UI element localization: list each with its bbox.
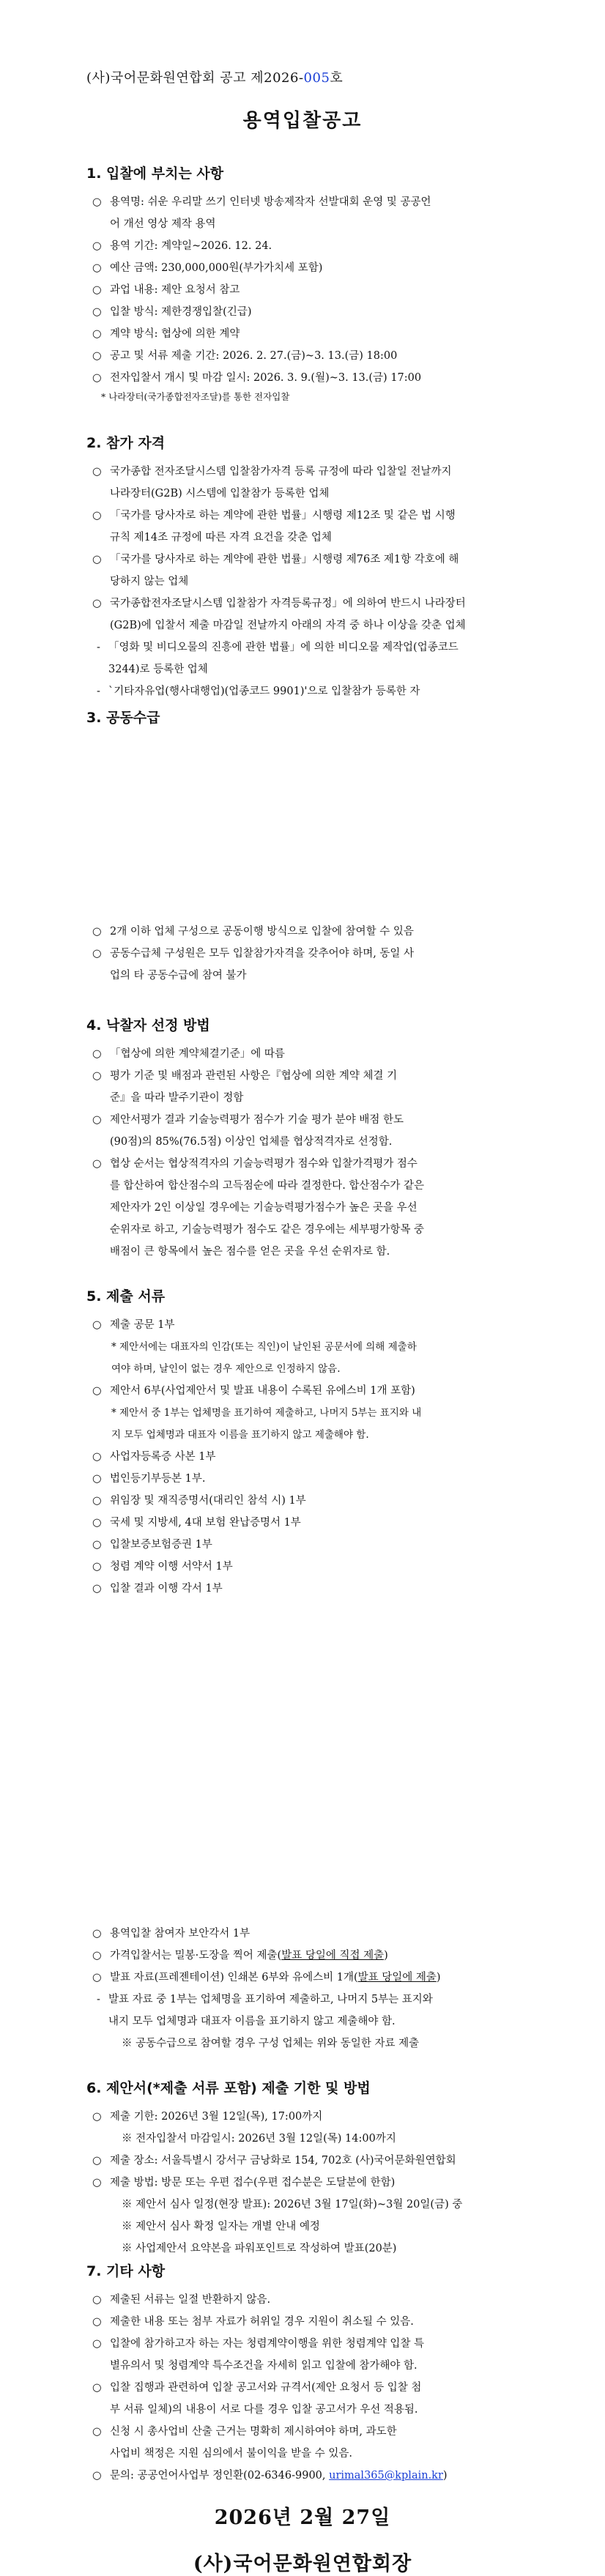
list-item: ○ 「협상에 의한 계약체결기준」에 따름 — [92, 1048, 285, 1060]
sub-item: - 「영화 및 비디오물의 진흥에 관한 법률」에 의한 비디오물 제작업(업종코드 — [97, 642, 459, 653]
underlined-text: 발표 당일에 제출 — [357, 1972, 437, 1983]
list-item-cont: 제안자가 2인 이상일 경우에는 기술능력평가점수가 높은 곳을 우선 — [110, 1202, 417, 1214]
list-item-cont: 당하지 않는 업체 — [110, 576, 189, 587]
notice-number-highlight: 005 — [303, 70, 330, 86]
list-item: ○ 제출 공문 1부 — [92, 1319, 175, 1331]
list-item: ○ 과업 내용: 제안 요청서 참고 — [92, 284, 240, 296]
list-item-cont: 부 서류 일체)의 내용이 서로 다를 경우 입찰 공고서가 우선 적용됨. — [110, 2404, 418, 2416]
list-item: ○ 가격입찰서는 밀봉·도장을 찍어 제출(발표 당일에 직접 제출) — [92, 1950, 388, 1961]
list-item-cont: 별유의서 및 청렴계약 특수조건을 자세히 읽고 입찰에 참가해야 함. — [110, 2360, 417, 2372]
list-item: ○ 위임장 및 재직증명서(대리인 참석 시) 1부 — [92, 1495, 306, 1507]
list-item-cont: 어 개선 영상 제작 용역 — [110, 218, 216, 230]
section-joint-supply — [86, 707, 548, 735]
list-item: ○ 「국가를 당사자로 하는 계약에 관한 법률」시행령 제12조 및 같은 법 시행 — [92, 510, 456, 521]
list-item: ○ 국가종합전자조달시스템 입찰참가 자격등록규정」에 의하여 반드시 나라장터 — [92, 598, 466, 609]
note: ※ 전자입찰서 마감일시: 2026년 3월 12일(목) 14:00까지 — [122, 2133, 396, 2145]
announcement-date: 2026년 2월 27일 — [214, 2506, 391, 2529]
list-item: ○ 공동수급체 구성원은 모두 입찰참가자격을 갖추어야 하며, 동일 사 — [92, 948, 415, 959]
list-item: ○ 계약 방식: 협상에 의한 계약 — [92, 328, 240, 340]
list-item: ○ 2개 이하 업체 구성으로 공동이행 방식으로 입찰에 참여할 수 있음 — [92, 926, 414, 938]
section-documents-more — [86, 1923, 548, 2055]
section-title: 1. 입찰에 부치는 사항 — [86, 166, 224, 182]
list-item-cont: (90점)의 85%(76.5점) 이상인 업체를 협상적격자로 선정함. — [110, 1136, 393, 1148]
note: ※ 사업제안서 요약본을 파워포인트로 작성하여 발표(20분) — [122, 2243, 397, 2254]
list-item: ○ 법인등기부등본 1부. — [92, 1473, 206, 1485]
section-bidding-items — [86, 163, 548, 405]
list-item: ○ 입찰보증보험증권 1부 — [92, 1539, 212, 1551]
section-submission — [86, 2077, 548, 2260]
list-item: ○ 국세 및 지방세, 4대 보험 완납증명서 1부 — [92, 1517, 301, 1529]
note: * 제안서 중 1부는 업체명을 표기하여 제출하고, 나머지 5부는 표지와 내 — [111, 1407, 422, 1419]
list-item: ○ 발표 자료(프레젠테이션) 인쇄본 6부와 유에스비 1개(발표 당일에 제출) — [92, 1972, 441, 1983]
note: ※ 제안서 심사 확정 일자는 개별 안내 예정 — [122, 2221, 320, 2232]
section-title: 5. 제출 서류 — [86, 1288, 166, 1304]
list-item: ○ 전자입찰서 개시 및 마감 일시: 2026. 3. 9.(월)~3. 13.(금) 17:00 — [92, 372, 422, 384]
list-item-cont: 준』을 따라 발주기관이 정함 — [110, 1092, 244, 1104]
note-cont: 여야 하며, 날인이 없는 경우 제안으로 인정하지 않음. — [111, 1363, 341, 1375]
issuer-name: (사)국어문화원연합회장 — [193, 2553, 412, 2575]
section-title: 6. 제안서(*제출 서류 포함) 제출 기한 및 방법 — [86, 2080, 371, 2096]
sub-item: - `기타자유업(행사대행업)(업종코드 9901)'으로 입찰참가 등록한 자 — [97, 686, 420, 697]
list-item: ○ 제출 기한: 2026년 3월 12일(목), 17:00까지 — [92, 2111, 323, 2123]
list-item: ○ 입찰에 참가하고자 하는 자는 청렴계약이행을 위한 청렴계약 입찰 특 — [92, 2338, 425, 2350]
sub-item-cont: 내지 모두 업체명과 대표자 이름을 표기하지 않고 제출해야 함. — [108, 2016, 396, 2027]
list-item: ○ 청렴 계약 이행 서약서 1부 — [92, 1561, 233, 1573]
section-title: 2. 참가 자격 — [86, 435, 166, 451]
list-item: ○ 용역명: 쉬운 우리말 쓰기 인터넷 방송제작자 선발대회 운영 및 공공언 — [92, 196, 431, 208]
list-item: ○ 평가 기준 및 배점과 관련된 사항은『협상에 의한 계약 체결 기 — [92, 1070, 398, 1082]
list-item: ○ 제출 방법: 방문 또는 우편 접수(우편 접수분은 도달분에 한함) — [92, 2177, 396, 2189]
section-documents — [86, 1285, 548, 1600]
list-item: ○ 제안서 6부(사업제안서 및 발표 내용이 수록된 유에스비 1개 포함) — [92, 1385, 415, 1397]
list-item-cont: 를 합산하여 합산점수의 고득점순에 따라 결정한다. 합산점수가 같은 — [110, 1180, 425, 1192]
list-item: ○ 입찰 방식: 제한경쟁입찰(긴급) — [92, 306, 252, 318]
footnote: * 나라장터(국가종합전자조달)를 통한 전자입찰 — [101, 391, 290, 402]
list-item: ○ 입찰 결과 이행 각서 1부 — [92, 1583, 223, 1595]
list-item-cont: 규칙 제14조 규정에 따른 자격 요건을 갖춘 업체 — [110, 532, 332, 543]
list-item-cont: 나라장터(G2B) 시스템에 입찰참가 등록한 업체 — [110, 488, 330, 500]
underlined-text: 발표 당일에 직접 제출 — [281, 1950, 385, 1961]
list-item-cont: 순위자로 하고, 기술능력평가 점수도 같은 경우에는 세부평가항목 중 — [110, 1224, 425, 1236]
sub-item: - 발표 자료 중 1부는 업체명을 표기하여 제출하고, 나머지 5부는 표지와 — [97, 1994, 433, 2005]
list-item: ○ 용역 기간: 계약일~2026. 12. 24. — [92, 240, 272, 252]
note: ※ 제안서 심사 일정(현장 발표): 2026년 3월 17일(화)~3월 20일(금) 중 — [122, 2199, 463, 2211]
list-item-cont: (G2B)에 입찰서 제출 마감일 전날까지 아래의 자격 중 하나 이상을 갖춘 업체 — [110, 620, 466, 631]
section-title: 7. 기타 사항 — [86, 2263, 166, 2279]
sub-item-cont: 3244)로 등록한 업체 — [108, 664, 208, 675]
list-item: ○ 신청 시 총사업비 산출 근거는 명확히 제시하여야 하며, 과도한 — [92, 2426, 397, 2438]
section-title: 4. 낙찰자 선정 방법 — [86, 1017, 210, 1033]
list-item: ○ 문의: 공공언어사업부 정인환(02-6346-9900, urimal365@kplain.kr) — [92, 2470, 448, 2482]
page-title: 용역입찰공고 — [242, 110, 363, 132]
list-item: ○ 공고 및 서류 제출 기간: 2026. 2. 27.(금)~3. 13.(금) 18:00 — [92, 350, 398, 362]
section-eligibility — [86, 432, 548, 702]
list-item: ○ 협상 순서는 협상적격자의 기술능력평가 점수와 입찰가격평가 점수 — [92, 1158, 417, 1170]
list-item: ○ 사업자등록증 사본 1부 — [92, 1451, 216, 1463]
section-title: 3. 공동수급 — [86, 710, 160, 726]
list-item-cont: 사업비 책정은 지원 심의에서 불이익을 받을 수 있음. — [110, 2448, 353, 2460]
note: * 제안서에는 대표자의 인감(또는 직인)이 날인된 공문서에 의해 제출하 — [111, 1341, 417, 1353]
list-item-cont: 배점이 큰 항목에서 높은 점수를 얻은 곳을 우선 순위자로 함. — [110, 1246, 390, 1258]
notice-number: (사)국어문화원연합회 공고 제2026-005호 — [86, 70, 344, 86]
list-item: ○ 용역입찰 참여자 보안각서 1부 — [92, 1928, 250, 1940]
list-item: ○ 입찰 집행과 관련하여 입찰 공고서와 규격서(제안 요청서 등 입찰 첨 — [92, 2382, 422, 2394]
list-item: ○ 예산 금액: 230,000,000원(부가가치세 포함) — [92, 262, 323, 274]
list-item: ○ 제출 장소: 서울특별시 강서구 금낭화로 154, 702호 (사)국어문화원연합회 — [92, 2155, 456, 2167]
section-misc — [86, 2260, 548, 2487]
list-item-cont: 업의 타 공동수급에 참여 불가 — [110, 970, 247, 981]
list-item: ○ 제출된 서류는 일절 반환하지 않음. — [92, 2294, 271, 2306]
list-item: ○ 국가종합 전자조달시스템 입찰참가자격 등록 규정에 따라 입찰일 전날까지 — [92, 466, 452, 478]
note: ※ 공동수급으로 참여할 경우 구성 업체는 위와 동일한 자료 제출 — [122, 2038, 420, 2049]
section-joint-supply-items — [86, 921, 548, 987]
list-item: ○ 제안서평가 결과 기술능력평가 점수가 기술 평가 분야 배점 한도 — [92, 1114, 404, 1126]
list-item: ○ 제출한 내용 또는 첨부 자료가 허위일 경우 지원이 취소될 수 있음. — [92, 2316, 414, 2328]
note-cont: 지 모두 업체명과 대표자 이름을 표기하지 않고 제출해야 함. — [111, 1429, 369, 1441]
list-item: ○ 「국가를 당사자로 하는 계약에 관한 법률」시행령 제76조 제1항 각호에 해 — [92, 554, 459, 565]
contact-email-link[interactable]: urimal365@kplain.kr — [329, 2470, 443, 2482]
section-award-method — [86, 1014, 548, 1263]
